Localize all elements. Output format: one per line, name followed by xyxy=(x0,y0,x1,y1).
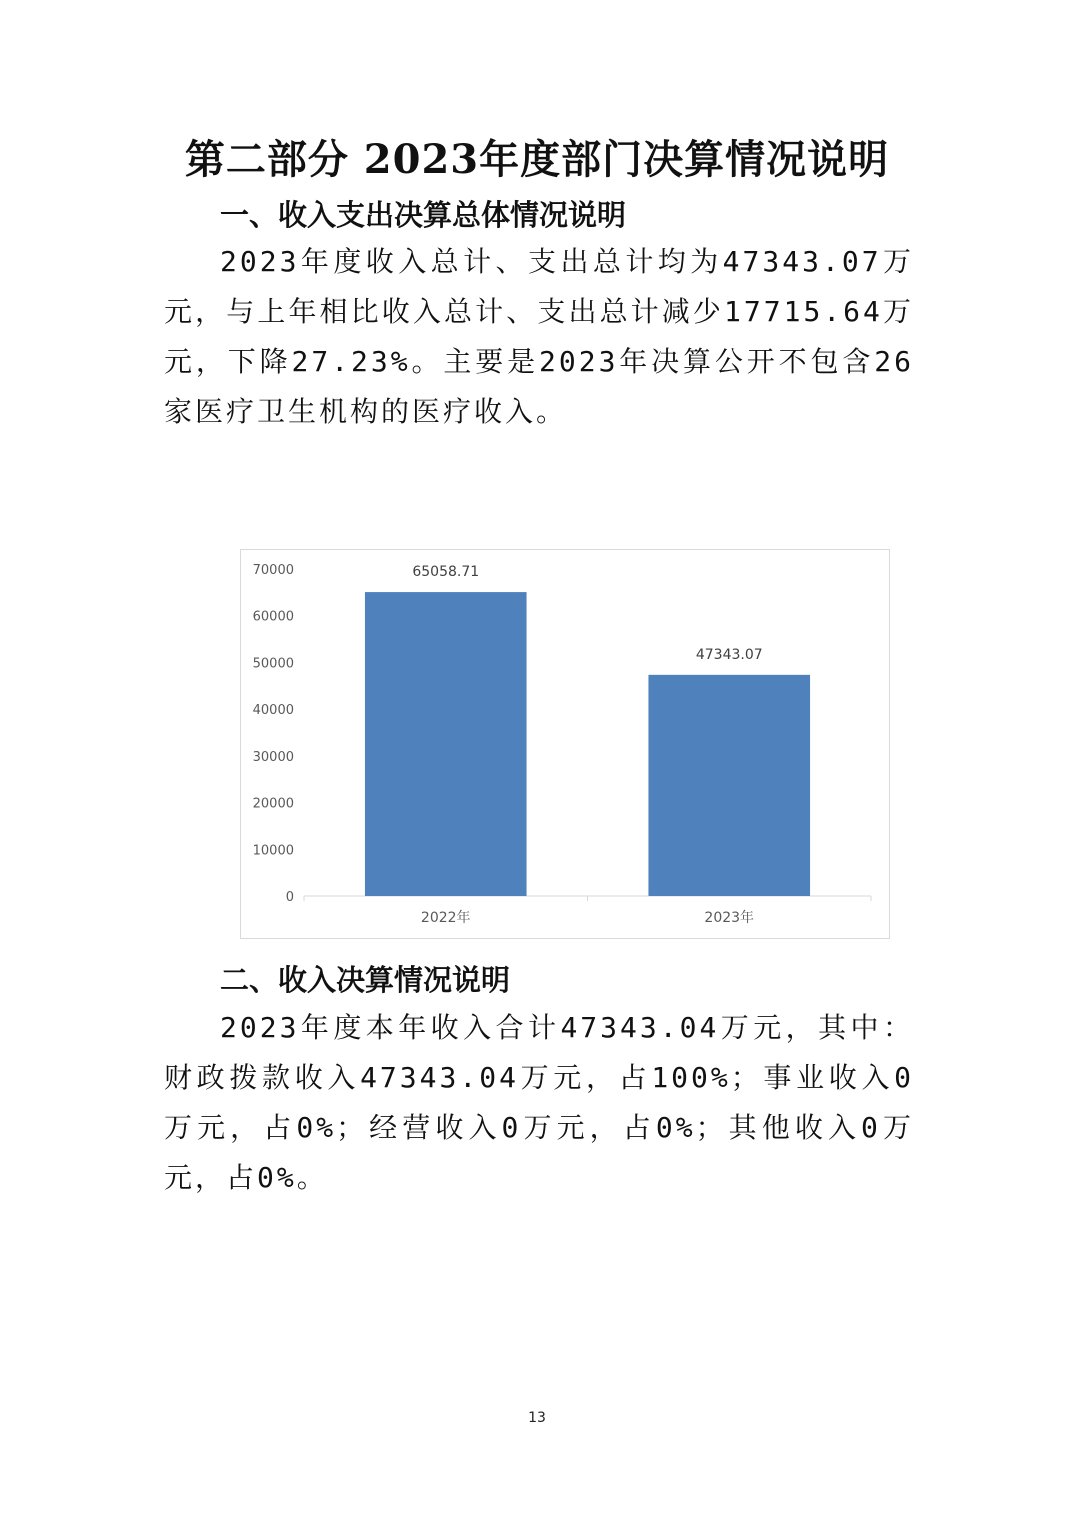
y-axis-ticks xyxy=(253,563,294,905)
chart-svg xyxy=(241,550,891,940)
y-tick-label: 40000 xyxy=(252,703,294,719)
category-label: 2022年 xyxy=(420,910,471,926)
page-number: 13 xyxy=(528,1410,546,1426)
section2-paragraph-text: 2023年度本年收入合计47343.04万元，其中：财政拨款收入47343.04万元，占100%；事业收入0万元，占0%；经营收入0万元，占0%；其他收入0万元，占0%。 xyxy=(164,1011,914,1194)
data-label: 47343.07 xyxy=(695,646,763,663)
section1-paragraph-text: 2023年度收入总计、支出总计均为47343.07万元，与上年相比收入总计、支出总计减少17715.64万元，下降27.23%。主要是2023年决算公开不包含26家医疗卫生机构的医疗收入。 xyxy=(164,245,914,428)
x-axis-ticks xyxy=(304,896,871,901)
y-tick-label: 60000 xyxy=(252,609,294,625)
category-label: 2023年 xyxy=(704,910,755,926)
section1-heading: 一、收入支出决算总体情况说明 xyxy=(220,198,627,232)
category-labels xyxy=(421,909,754,926)
section2-paragraph xyxy=(164,1003,914,1203)
income-bar-chart xyxy=(240,549,890,939)
y-tick-label: 70000 xyxy=(252,563,294,578)
section1-paragraph xyxy=(164,237,914,437)
y-tick-label: 20000 xyxy=(252,796,294,812)
bars xyxy=(365,592,810,896)
section2-heading: 二、收入决算情况说明 xyxy=(220,963,511,997)
y-tick-label: 50000 xyxy=(252,656,294,672)
y-tick-label: 0 xyxy=(285,890,294,905)
y-tick-label: 30000 xyxy=(252,749,294,765)
bar-2023年 xyxy=(648,675,810,896)
page-title: 第二部分 2023年度部门决算情况说明 xyxy=(184,136,890,183)
y-tick-label: 10000 xyxy=(252,843,294,859)
bar-2022年 xyxy=(365,592,527,896)
data-label: 65058.71 xyxy=(412,564,480,581)
